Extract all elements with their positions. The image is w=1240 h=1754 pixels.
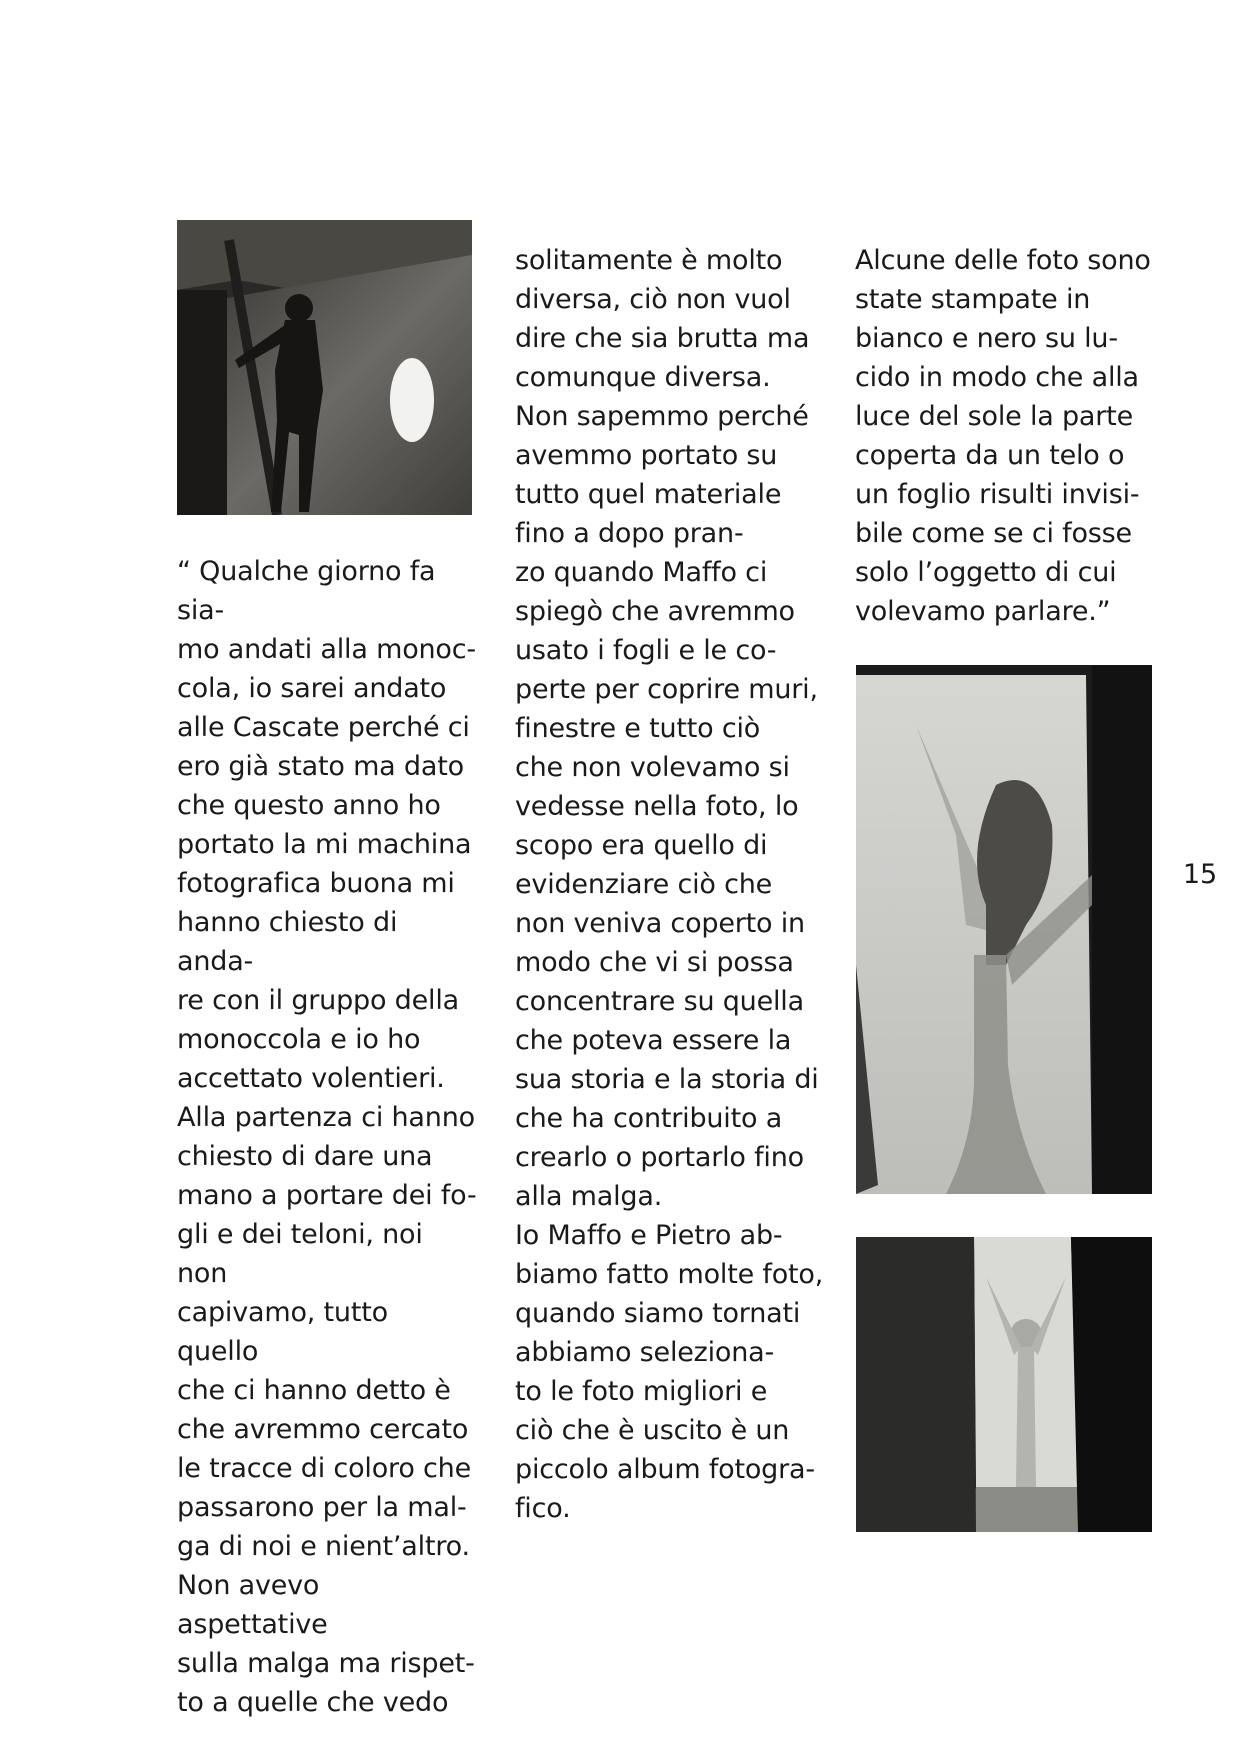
text-column-3: Alcune delle foto sono state stampate in bianco e nero su lu- cido in modo che alla luce del sole la parte coperta da un telo o un foglio risulti invisi- bile come se ci fosse solo l’oggetto di cui volevamo parlare.” (855, 245, 1151, 627)
text-column-1: “ Qualche giorno fa sia- mo andati alla monoc- cola, io sarei andato alle Cascate perché ci ero già stato ma dato che questo anno ho portato la mi machina fotografica buona mi hanno chiesto di anda- re con il gruppo della monoccola e io ho accettato volentieri. Alla partenza ci hanno chiesto di dare una mano a portare dei fo- gli e dei teloni, noi non capivamo, tutto quello che ci hanno detto è che avremmo cercato le tracce di coloro che passarono per la mal- ga di noi e nient’altro. Non avevo aspettative sulla malga ma rispet- to a quelle che vedo (177, 556, 477, 1718)
page-number: 15 (1182, 859, 1218, 890)
photo-doorway-sheet (856, 1237, 1152, 1532)
photo-sheet-shadow (856, 665, 1152, 1194)
text-column-2: solitamente è molto diversa, ciò non vuol dire che sia brutta ma comunque diversa. Non sapemmo perché avemmo portato su tutto quel materiale fino a dopo pran- zo quando Maffo ci spiegò che avremmo usato i fogli e le co- perte per coprire muri, finestre e tutto ciò che non volevamo si vedesse nella foto, lo scopo era quello di evidenziare ciò che non veniva coperto in modo che vi si possa concentrare su quella che poteva essere la sua storia e la storia di che ha contribuito a crearlo o portarlo fino alla malga. Io Maffo e Pietro ab- biamo fatto molte foto, quando siamo tornati abbiamo seleziona- to le foto migliori e ciò che è uscito è un piccolo album fotogra- fico. (515, 245, 824, 1524)
photo-silhouette-window (177, 220, 472, 515)
